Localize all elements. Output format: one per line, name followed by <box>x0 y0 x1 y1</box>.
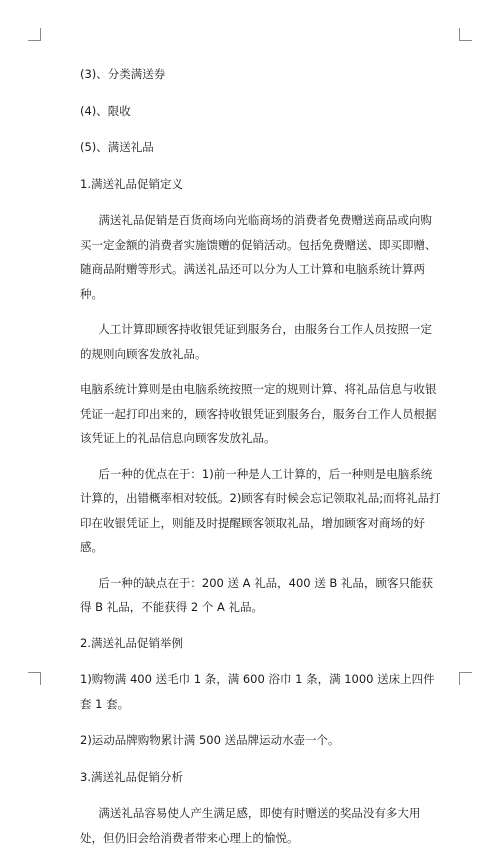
paragraph-system-calc: 电脑系统计算则是由电脑系统按照一定的规则计算、将礼品信息与收银凭证一起打印出来的，顾客持收银凭证到服务台，服务台工作人员根据该凭证上的礼品信息向顾客发放礼品。 <box>80 382 437 445</box>
paragraph-disadvantages: 后一种的缺点在于：200 送 A 礼品，400 送 B 礼品，顾客只能获得 B 礼品，不能获得 2 个 A 礼品。 <box>80 575 433 614</box>
example-item-1: 1)购物满 400 送毛巾 1 条，满 600 浴巾 1 条，满 1000 送床上四件套 1 套。 <box>80 672 435 711</box>
crop-mark-top-left <box>28 28 41 41</box>
crop-mark-bottom-left <box>28 672 41 685</box>
paragraph-manual-calc: 人工计算即顾客持收银凭证到服务台，由服务台工作人员按照一定的规则向顾客发放礼品。 <box>80 322 432 361</box>
document-body <box>80 62 442 861</box>
section-heading-analysis: 3.满送礼品促销分析 <box>80 769 183 784</box>
crop-mark-bottom-right <box>459 672 472 685</box>
example-item-2: 2)运动品牌购物累计满 500 送品牌运动水壶一个。 <box>80 733 340 747</box>
list-item-category-coupon: (3)、分类满送券 <box>80 67 166 81</box>
paragraph-definition: 满送礼品促销是百货商场向光临商场的消费者免费赠送商品或向购买一定金额的消费者实施馈赠的促销活动。包括免费赠送、即买即赠、随商品附赠等形式。满送礼品还可以分为人工计算和电脑系统计算两种。 <box>80 213 437 301</box>
list-item-gift: (5)、满送礼品 <box>80 140 154 154</box>
paragraph-analysis: 满送礼品容易使人产生满足感，即使有时赠送的奖品没有多大用处，但仍旧会给消费者带来心理上的愉悦。 <box>80 806 421 845</box>
section-heading-examples: 2.满送礼品促销举例 <box>80 635 183 650</box>
list-item-limit: (4)、限收 <box>80 103 131 118</box>
section-heading-definition: 1.满送礼品促销定义 <box>80 176 183 191</box>
crop-mark-top-right <box>459 28 472 41</box>
paragraph-advantages: 后一种的优点在于：1)前一种是人工计算的，后一种则是电脑系统计算的，出错概率相对较低。2)顾客有时候会忘记领取礼品;而将礼品打印在收银凭证上，则能及时提醒顾客领取礼品，增加顾客对商场的好感。 <box>80 466 441 554</box>
